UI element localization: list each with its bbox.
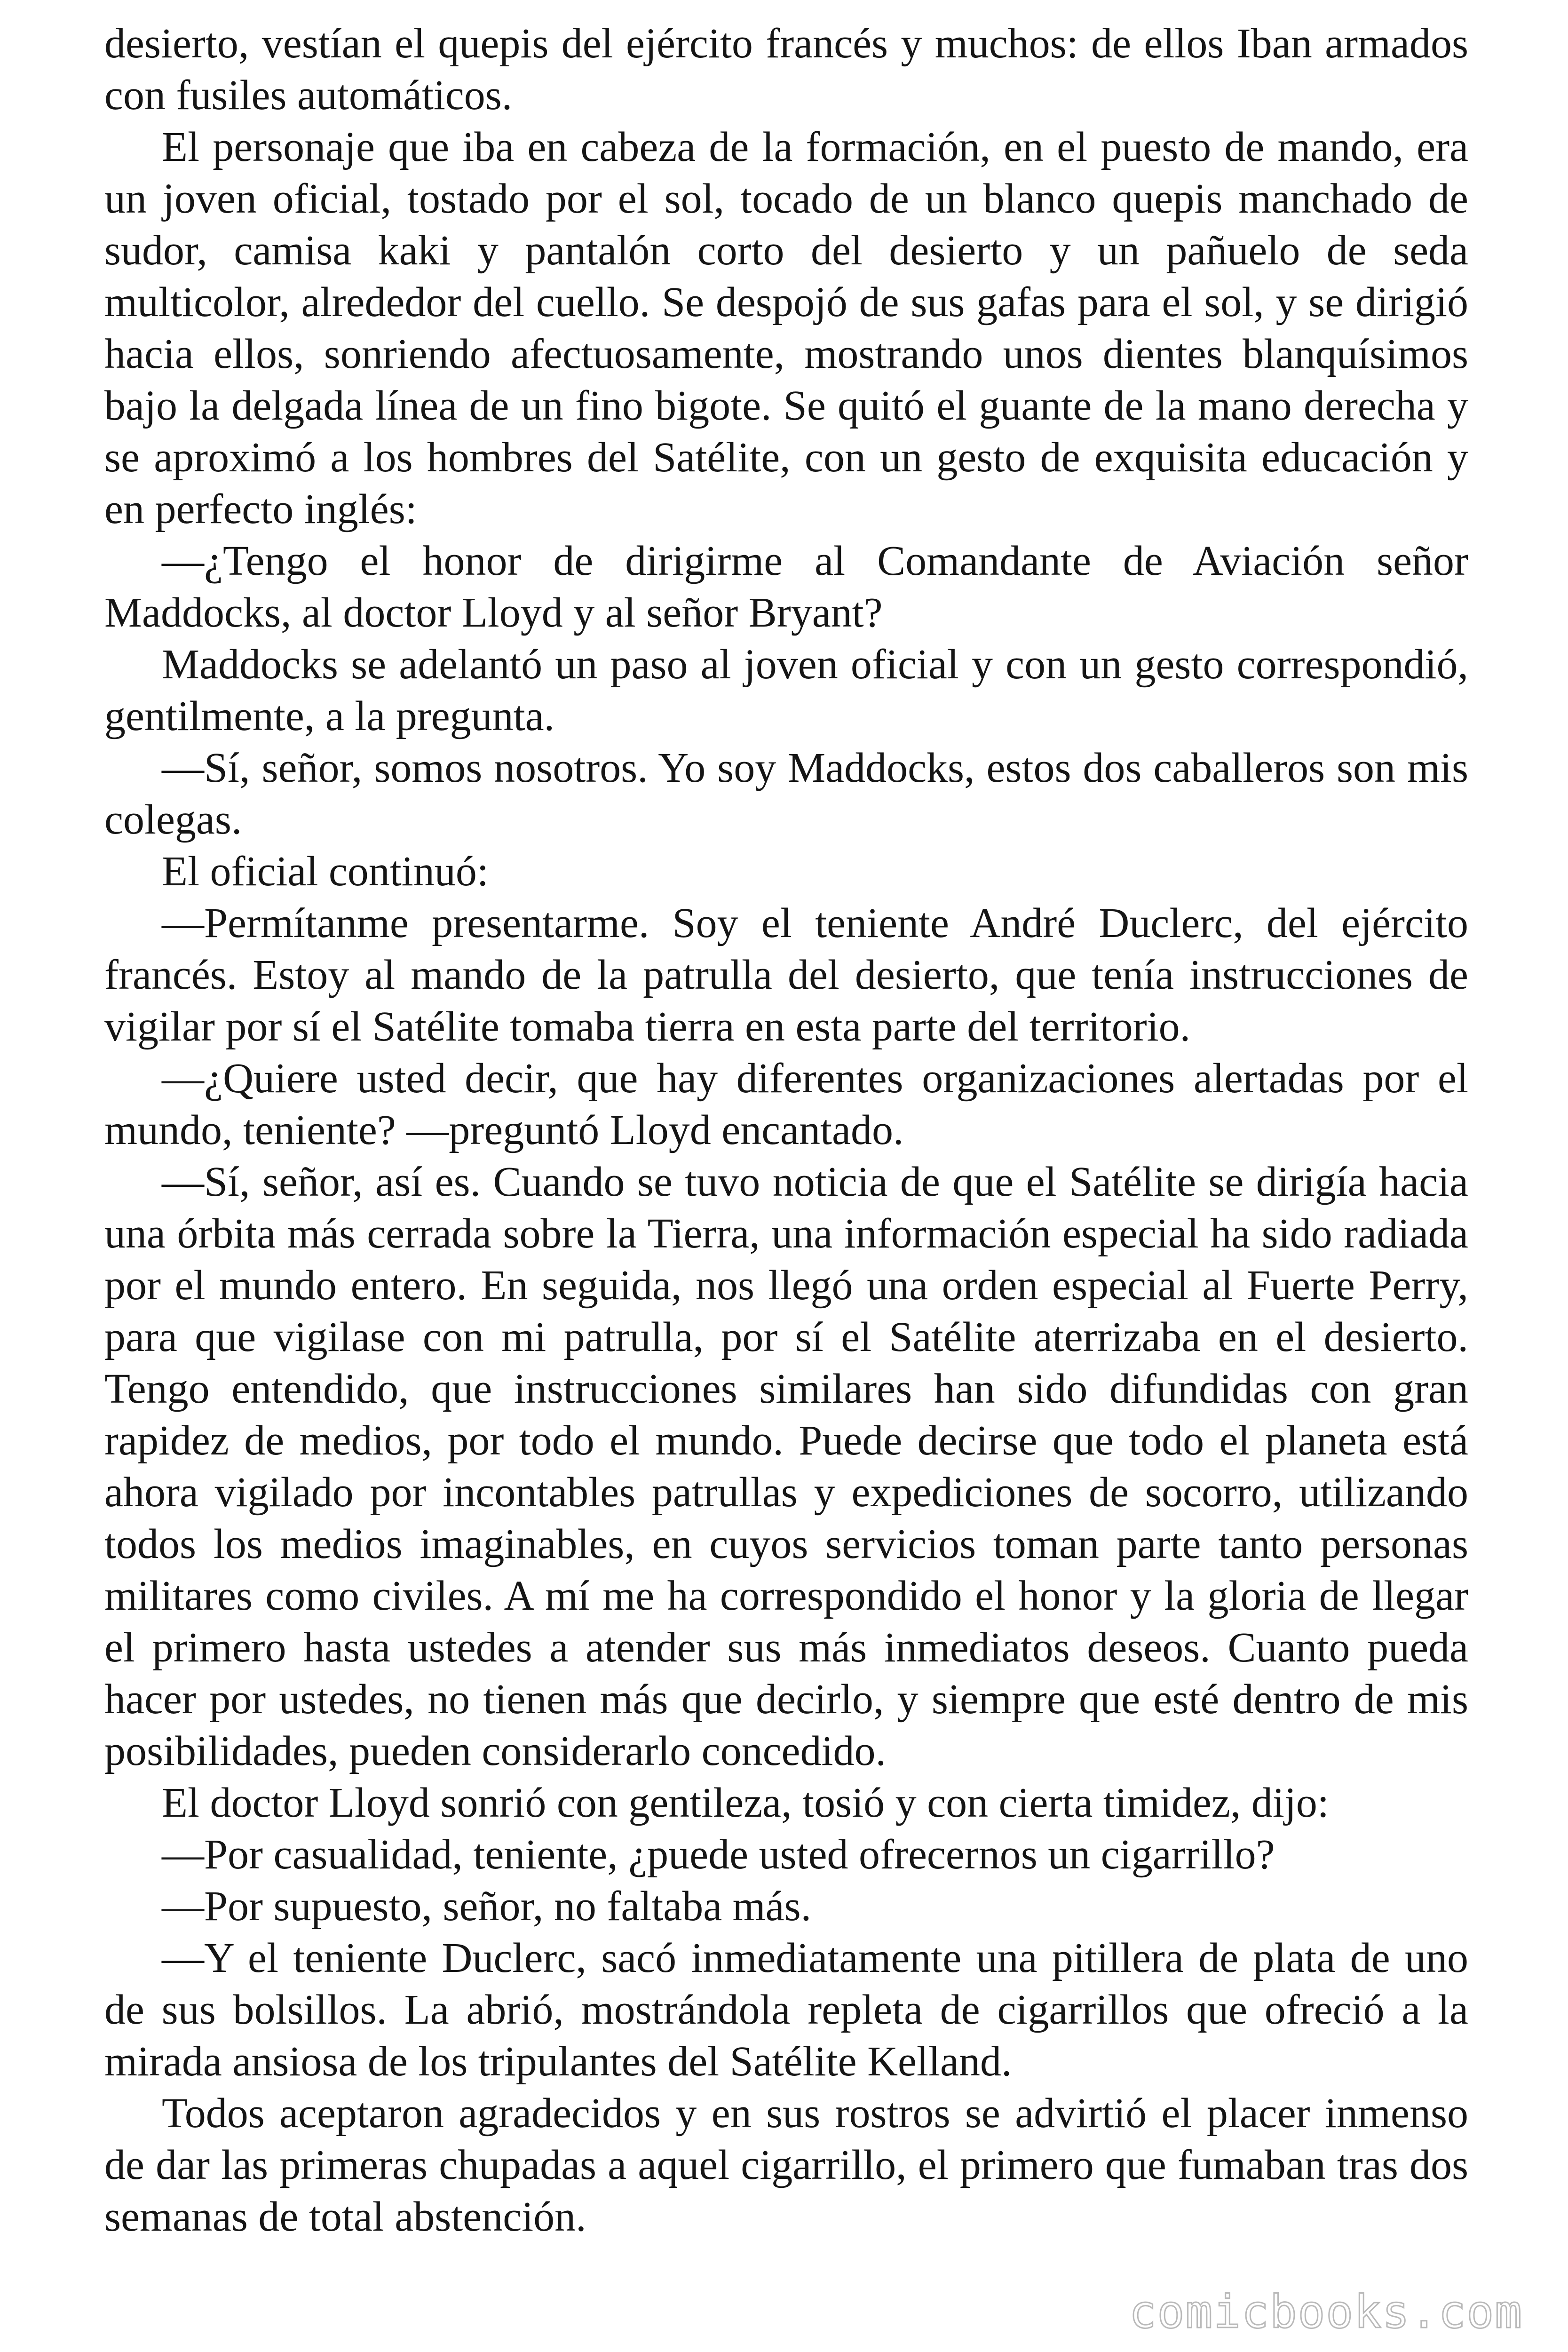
paragraph: El personaje que iba en cabeza de la formación, en el puesto de mando, era un joven oficial, tostado por el sol, tocado de un blanco quepis manchado de sudor, camisa kaki y pantalón corto del desierto y un pañuelo de seda multicolor, alrededor del cuello. Se despojó de sus gafas para el sol, y se dirigió hacia ellos, sonriendo afectuosamente, mostrando unos dientes blanquísimos bajo la delgada línea de un fino bigote. Se quitó el guante de la mano derecha y se aproximó a los hombres del Satélite, con un gesto de exquisita educación y en perfecto inglés: xyxy=(104,124,1468,532)
dialogue-paragraph: —Sí, señor, somos nosotros. Yo soy Maddocks, estos dos caballeros son mis colegas. xyxy=(104,745,1468,843)
dialogue-paragraph: —Sí, señor, así es. Cuando se tuvo noticia de que el Satélite se dirigía hacia una órbita más cerrada sobre la Tierra, una información especial ha sido radiada por el mundo entero. En seguida, nos llegó una orden especial al Fuerte Perry, para que vigilase con mi patrulla, por sí el Satélite aterrizaba en el desierto. Tengo entendido, que instrucciones similares han sido difundidas con gran rapidez de medios, por todo el mundo. Puede decirse que todo el planeta está ahora vigilado por incontables patrullas y expediciones de socorro, utilizando todos los medios imaginables, en cuyos servicios toman parte tanto personas militares como civiles. A mí me ha correspondido el honor y la gloria de llegar el primero hasta ustedes a atender sus más inmediatos deseos. Cuanto pueda hacer por ustedes, no tienen más que decirlo, y siempre que esté dentro de mis posibilidades, pueden considerarlo concedido. xyxy=(104,1159,1468,1774)
paragraph: Maddocks se adelantó un paso al joven oficial y con un gesto correspondió, gentilmente, a la pregunta. xyxy=(104,641,1468,739)
dialogue-paragraph: —Por casualidad, teniente, ¿puede usted ofrecernos un cigarrillo? xyxy=(162,1831,1275,1878)
paragraph-continuation: desierto, vestían el quepis del ejército francés y muchos: de ellos Iban armados con fusiles automáticos. xyxy=(104,20,1468,119)
watermark: comicbooks.com xyxy=(1129,2286,1523,2338)
paragraph: Todos aceptaron agradecidos y en sus rostros se advirtió el placer inmenso de dar las primeras chupadas a aquel cigarrillo, el primero que fumaban tras dos semanas de total abstención. xyxy=(104,2090,1468,2240)
dialogue-paragraph: —¿Tengo el honor de dirigirme al Comandante de Aviación señor Maddocks, al doctor Lloyd y al señor Bryant? xyxy=(104,538,1468,636)
dialogue-paragraph: —Y el teniente Duclerc, sacó inmediatamente una pitillera de plata de uno de sus bolsillos. La abrió, mostrándola repleta de cigarrillos que ofreció a la mirada ansiosa de los tripulantes del Satélite Kelland. xyxy=(104,1935,1468,2085)
dialogue-paragraph: —Permítanme presentarme. Soy el teniente André Duclerc, del ejército francés. Estoy al mando de la patrulla del desierto, que tenía instrucciones de vigilar por sí el Satélite tomaba tierra en esta parte del territorio. xyxy=(104,900,1468,1050)
paragraph: El doctor Lloyd sonrió con gentileza, tosió y con cierta timidez, dijo: xyxy=(162,1780,1329,1826)
dialogue-paragraph: —Por supuesto, señor, no faltaba más. xyxy=(162,1883,812,1930)
paragraph: El oficial continuó: xyxy=(162,848,489,895)
page-text xyxy=(104,18,1468,2243)
dialogue-paragraph: —¿Quiere usted decir, que hay diferentes organizaciones alertadas por el mundo, teniente? —preguntó Lloyd encantado. xyxy=(104,1055,1468,1153)
